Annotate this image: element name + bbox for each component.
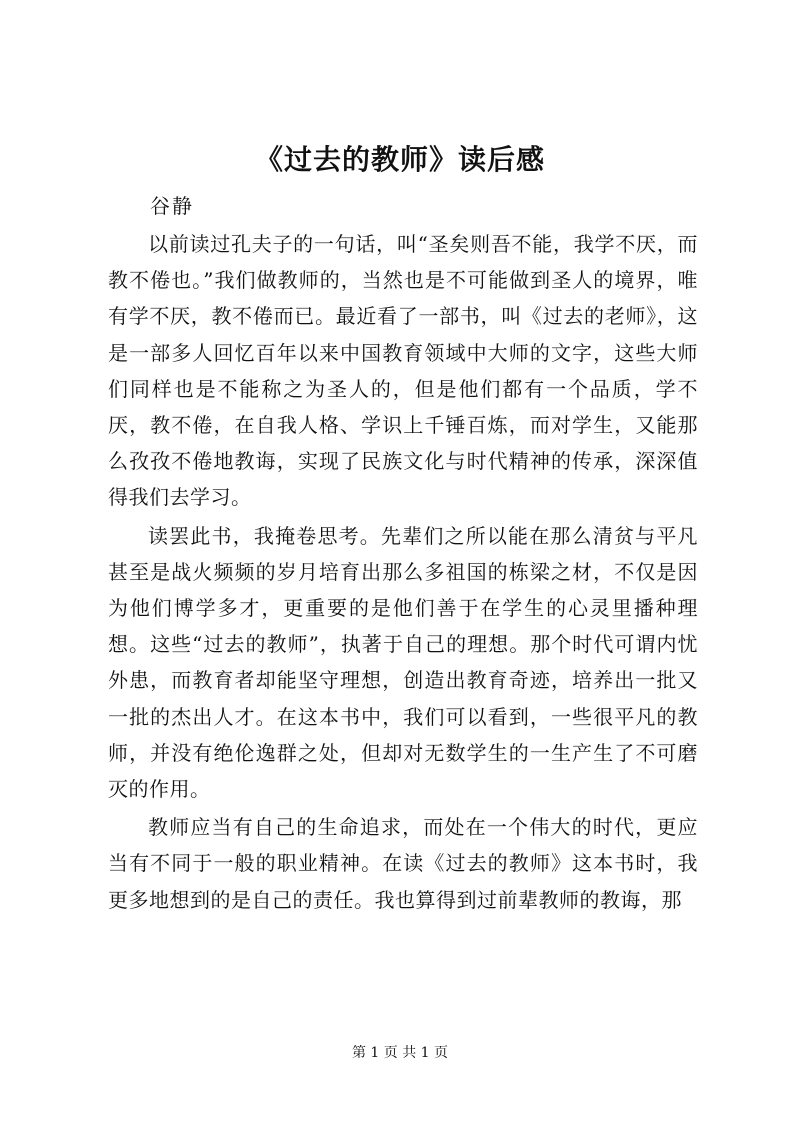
document-body: [108, 226, 698, 920]
paragraph-1: 以前读过孔夫子的一句话，叫“圣矣则吾不能，我学不厌，而教不倦也。”我们做教师的，当然也是不可能做到圣人的境界，唯有学不厌，教不倦而已。最近看了一部书，叫《过去的老师》，这是一部多人回忆百年以来中国教育领域中大师的文字，这些大师们同样也是不能称之为圣人的，但是他们都有一个品质，学不厌，教不倦，在自我人格、学识上千锤百炼，而对学生，又能那么孜孜不倦地教诲，实现了民族文化与时代精神的传承，深深值得我们去学习。: [108, 232, 698, 510]
page-footer: 第 1 页 共 1 页: [351, 1045, 449, 1061]
document-title: 《过去的教师》读后感: [254, 143, 545, 176]
author-name: 谷静: [150, 194, 194, 218]
paragraph-2: 读罢此书，我掩卷思考。先辈们之所以能在那么清贫与平凡甚至是战火频频的岁月培育出那么多祖国的栋梁之材，不仅是因为他们博学多才，更重要的是他们善于在学生的心灵里播种理想。这些“过去的教师”，执著于自己的理想。那个时代可谓内忧外患，而教育者却能坚守理想，创造出教育奇迹，培养出一批又一批的杰出人才。在这本书中，我们可以看到，一些很平凡的教师，并没有绝伦逸群之处，但却对无数学生的一生产生了不可磨灭的作用。: [108, 523, 698, 802]
paragraph-3: 教师应当有自己的生命追求，而处在一个伟大的时代，更应当有不同于一般的职业精神。在读《过去的教师》这本书时，我更多地想到的是自己的责任。我也算得到过前辈教师的教诲，那: [108, 815, 698, 912]
